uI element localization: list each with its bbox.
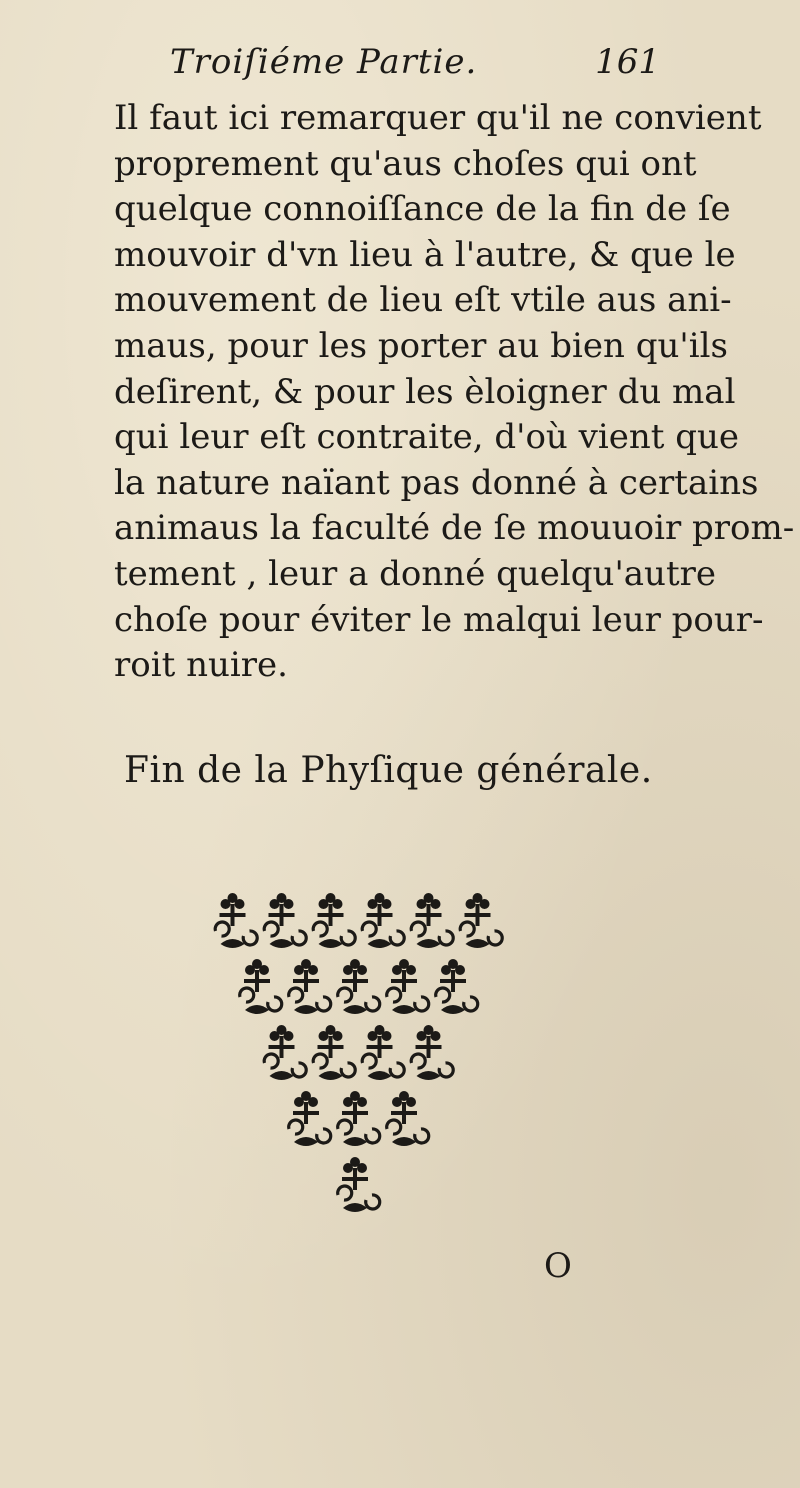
fleuron-unit (387, 959, 429, 1014)
fleuron-unit (362, 893, 404, 948)
body-line-last: roit nuire. (114, 645, 288, 686)
fleuron-unit (460, 893, 502, 948)
fleuron-unit (362, 1025, 404, 1080)
running-head (170, 38, 660, 88)
body-line: tement , leur a donné quelqu'autre (114, 553, 716, 594)
running-head-title: Troiſiéme Partie. (170, 42, 478, 82)
fleuron-unit (289, 1091, 331, 1146)
fleuron-unit (313, 1025, 355, 1080)
fleuron-unit (264, 1025, 306, 1080)
fleuron-unit (264, 893, 306, 948)
fleuron-unit (338, 1157, 380, 1212)
fleuron-unit (411, 1025, 453, 1080)
body-line: mouvoir d'vn lieu à l'autre, & que le (114, 234, 736, 275)
page-number: 161 (595, 42, 660, 82)
body-line: quelque connoiſſance de la fin de ſe (114, 189, 731, 230)
body-line: Il faut ici remarquer qu'il ne convient (114, 98, 762, 138)
fleuron-unit (313, 893, 355, 948)
body-line: qui leur eſt contraite, d'où vient que (114, 417, 739, 458)
fleuron-unit (436, 959, 478, 1014)
fleuron-unit (338, 959, 380, 1014)
body-line: la nature naïant pas donné à certains (114, 462, 759, 503)
fleuron-unit (338, 1091, 380, 1146)
body-line: choſe pour éviter le malqui leur pour- (114, 599, 764, 640)
body-line: deſirent, & pour les èloigner du mal (114, 371, 736, 412)
fleuron-unit (387, 1091, 429, 1146)
fleuron-unit (215, 893, 257, 948)
signature-mark: O (544, 1246, 572, 1286)
body-line: animaus la faculté de ſe mouuoir prom- (114, 508, 795, 549)
fleuron-unit (240, 959, 282, 1014)
fleuron-unit (411, 893, 453, 948)
body-line: proprement qu'aus choſes qui ont (114, 143, 697, 184)
body-text (114, 96, 795, 689)
body-line: mouvement de lieu eſt vtile aus ani- (114, 280, 732, 321)
fleuron-unit (289, 959, 331, 1014)
body-line: maus, pour les porter au bien qu'ils (114, 325, 728, 366)
fleuron-triangle-ornament-icon (195, 890, 515, 1220)
colophon: Fin de la Phyſique générale. (124, 750, 653, 791)
